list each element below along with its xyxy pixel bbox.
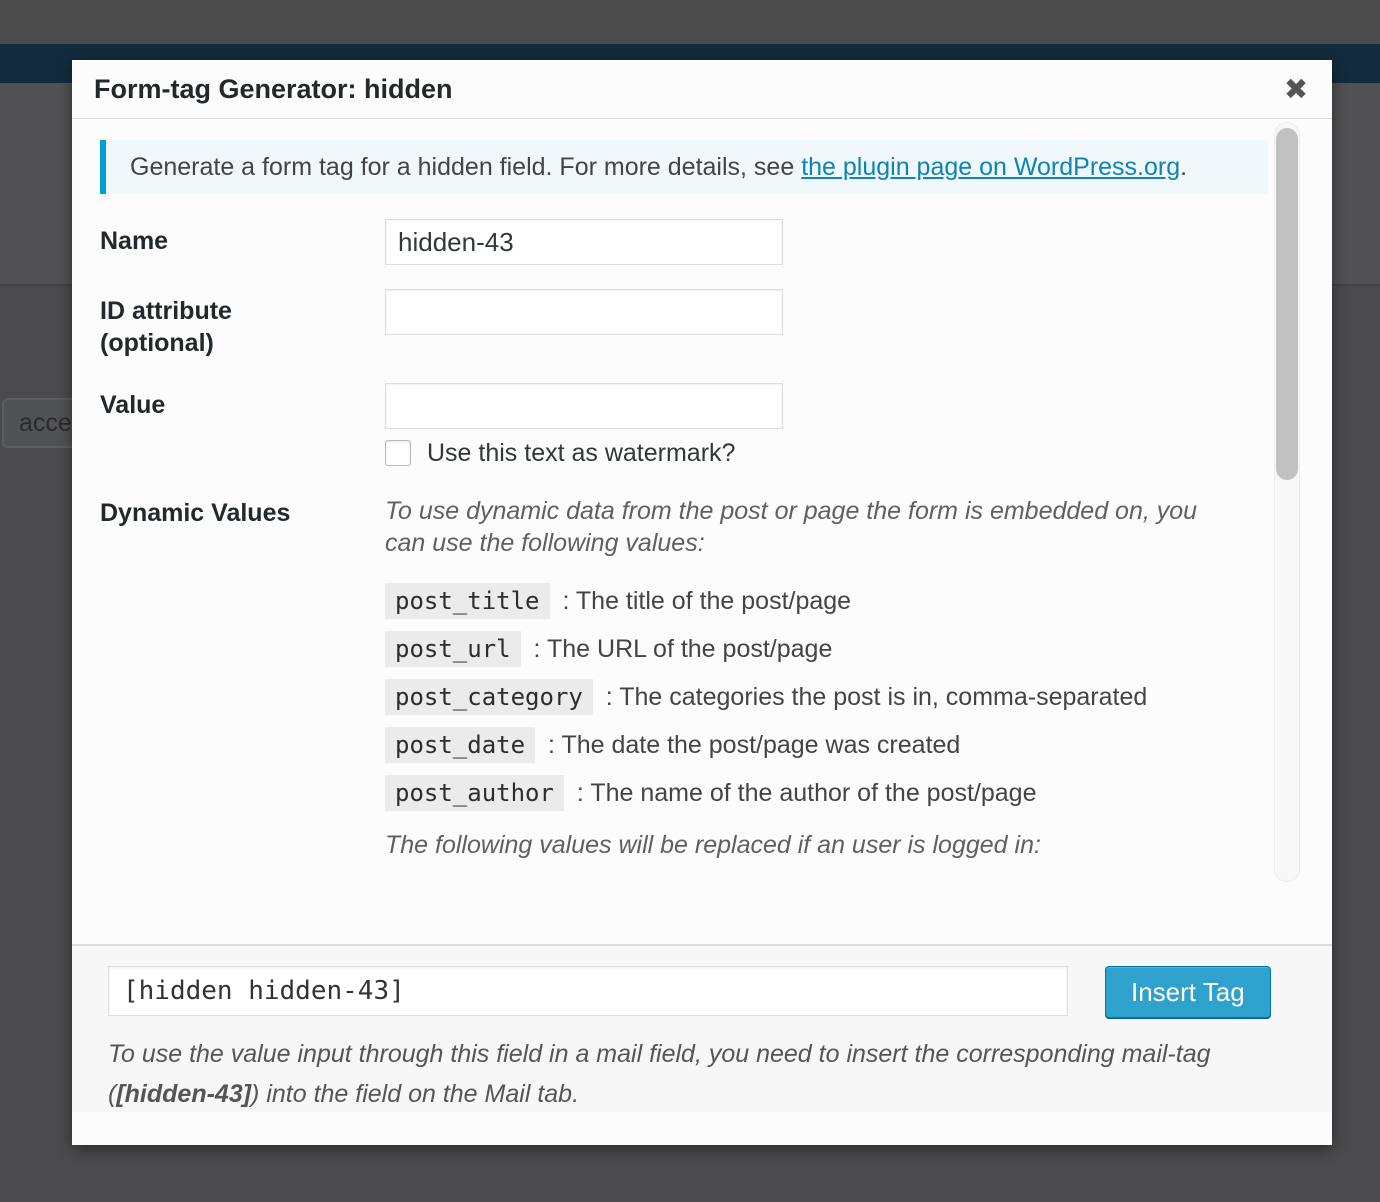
mail-tag-note-text: into the field on the Mail tab. <box>259 1080 580 1108</box>
dialog-scroll-area <box>72 120 1332 886</box>
dynamic-value-desc: : The categories the post is in, comma-separated <box>605 683 1148 711</box>
list-item <box>385 631 1236 667</box>
description-info-box <box>100 140 1268 194</box>
dynamic-value-code: post_date <box>385 727 535 763</box>
form-tag-generator-dialog <box>72 60 1332 1145</box>
mail-tag-note-text: To use the value input through this field in a mail field, you need to insert the corresponding mail-tag <box>108 1040 1211 1068</box>
dynamic-value-desc: : The URL of the post/page <box>533 635 833 663</box>
acceptance-tab-partial: acce <box>2 398 72 448</box>
dynamic-value-code: post_title <box>385 583 550 619</box>
dynamic-value-desc: : The name of the author of the post/page <box>576 779 1037 807</box>
list-item <box>385 775 1236 811</box>
close-button[interactable] <box>1276 70 1316 110</box>
dynamic-values-help <box>385 491 1236 861</box>
value-input[interactable] <box>385 383 783 429</box>
insert-box <box>72 944 1332 1112</box>
insert-tag-button[interactable]: Insert Tag <box>1105 966 1271 1018</box>
dynamic-values-label: Dynamic Values <box>100 499 291 527</box>
name-input[interactable] <box>385 219 783 265</box>
name-label: Name <box>100 227 169 255</box>
dynamic-values-logged-in-note: The following values will be replaced if an user is logged in: <box>385 831 1041 859</box>
form-tag-options <box>100 219 1236 861</box>
mail-tag-value: [hidden-43] <box>116 1080 252 1108</box>
watermark-checkbox[interactable] <box>385 440 411 466</box>
close-icon: ✖ <box>1283 74 1309 106</box>
plugin-page-link[interactable]: the plugin page on WordPress.org <box>801 153 1181 181</box>
dimmed-admin-bar <box>0 0 1380 44</box>
dynamic-value-code: post_author <box>385 775 564 811</box>
mail-tag-paren: ( <box>108 1080 117 1108</box>
mail-tag-paren: ) <box>251 1080 260 1108</box>
dynamic-value-desc: : The title of the post/page <box>562 587 852 615</box>
mail-tag-note <box>108 1034 1288 1114</box>
list-item <box>385 583 1236 619</box>
value-label: Value <box>100 391 166 419</box>
dialog-title-bar <box>72 60 1332 119</box>
id-attribute-label: ID attribute (optional) <box>100 297 232 357</box>
list-item <box>385 679 1236 715</box>
info-text-period: . <box>1180 153 1188 181</box>
form-tag-output-input[interactable] <box>108 966 1068 1016</box>
dynamic-value-desc: : The date the post/page was created <box>548 731 961 759</box>
dialog-title: Form-tag Generator: hidden <box>94 74 453 104</box>
list-item <box>385 727 1236 763</box>
watermark-checkbox-label: Use this text as watermark? <box>427 438 736 467</box>
id-attribute-input[interactable] <box>385 289 783 335</box>
dynamic-values-intro: To use dynamic data from the post or page the form is embedded on, you can use the following values: <box>385 497 1198 557</box>
dynamic-value-code: post_url <box>385 631 521 667</box>
info-text: Generate a form tag for a hidden field. For more details, see <box>130 153 802 181</box>
scrollbar-thumb[interactable] <box>1276 128 1298 480</box>
dynamic-value-code: post_category <box>385 679 593 715</box>
